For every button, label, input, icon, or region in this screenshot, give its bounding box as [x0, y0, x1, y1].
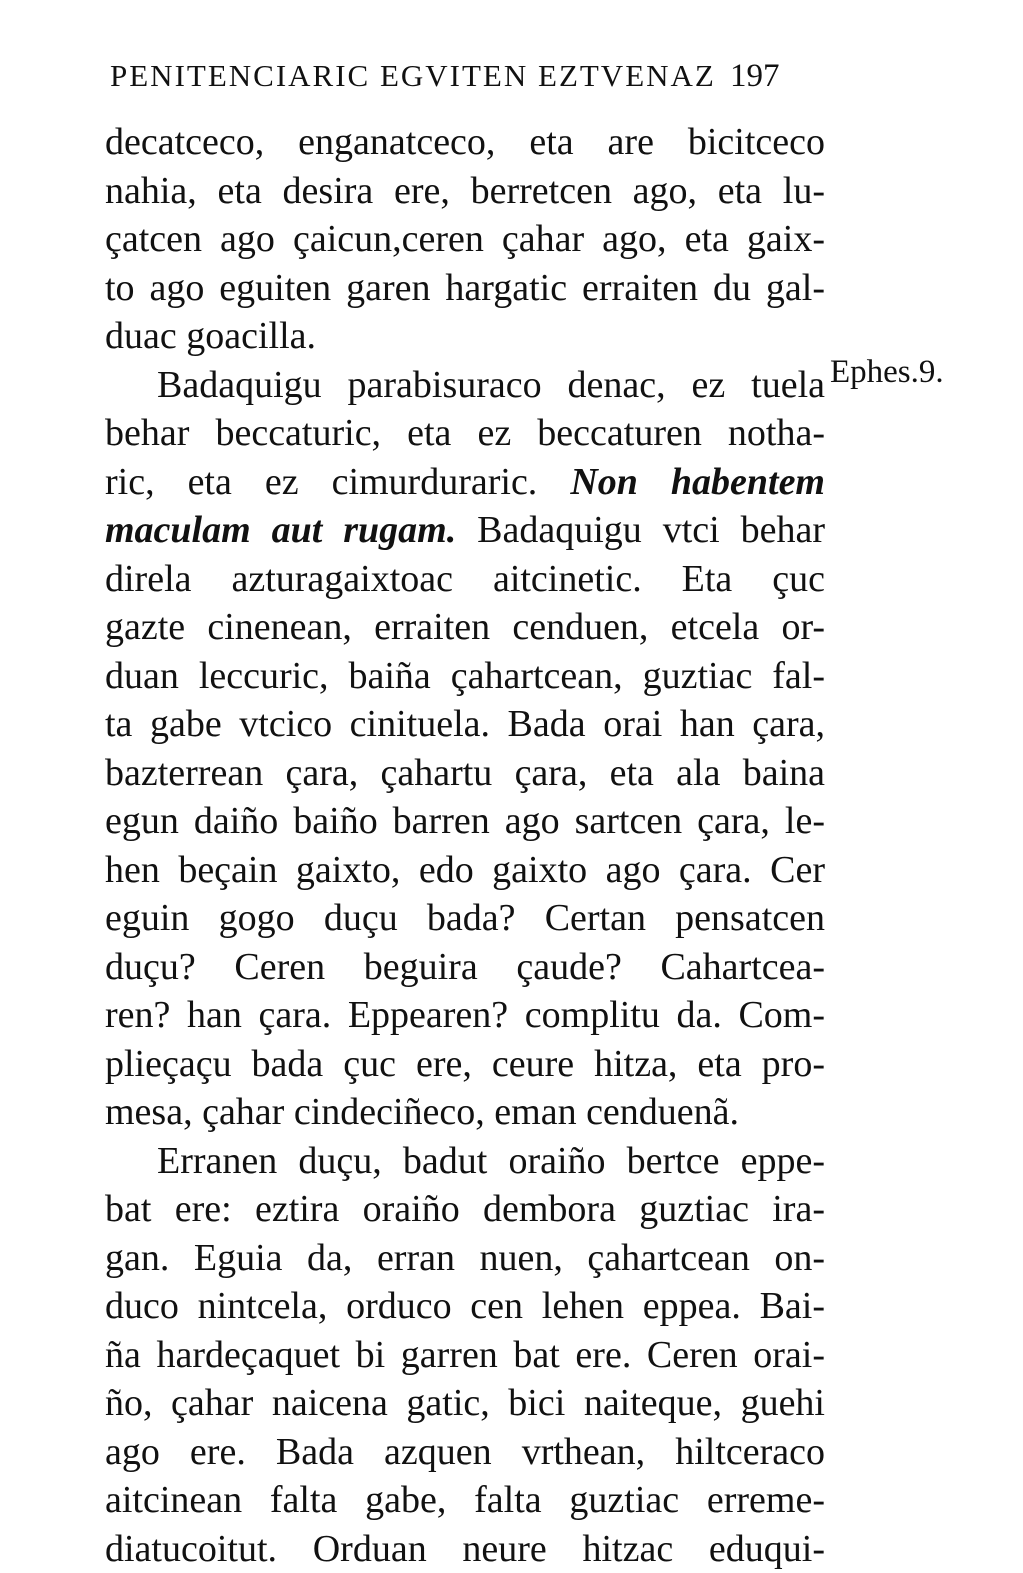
line-text: nahia, eta desira ere, berretcen ago, eta lu-: [105, 170, 825, 212]
text-line: [105, 167, 825, 216]
line-text: aitcinean falta gabe, falta guztiac erreme-: [105, 1479, 825, 1521]
text-line: [105, 943, 825, 992]
text-line: [105, 1282, 825, 1331]
line-text: behar beccaturic, eta ez beccaturen notha-: [105, 412, 825, 454]
line-text: Badaquigu parabisuraco denac, ez tuela: [157, 364, 825, 406]
marginal-reference: Ephes.9.: [830, 354, 944, 391]
text-line: [105, 846, 825, 895]
text-line: [105, 264, 825, 313]
text-line: [105, 652, 825, 701]
line-text: ric, eta ez cimurduraric.: [105, 461, 537, 503]
line-text: duan leccuric, baiña çahartcean, guztiac fal-: [105, 655, 825, 697]
text-line: [105, 1525, 825, 1573]
text-line: [105, 118, 825, 167]
text-line: [105, 1379, 825, 1428]
text-line: [105, 1088, 825, 1137]
page-number: 197: [730, 58, 780, 95]
text-line: [105, 1331, 825, 1380]
text-line: [105, 1185, 825, 1234]
line-text: Badaquigu vtci behar: [477, 509, 825, 551]
line-text: mesa, çahar cindeciñeco, eman cenduenã.: [105, 1091, 739, 1133]
latin-quotation: maculam aut rugam.: [105, 509, 456, 551]
text-line: [105, 700, 825, 749]
text-line: [105, 506, 825, 555]
text-line: [105, 1428, 825, 1477]
line-text: bat ere: eztira oraiño dembora guztiac ira-: [105, 1188, 825, 1230]
line-text: Erranen duçu, badut oraiño bertce eppe-: [157, 1140, 825, 1182]
line-text: plieçaçu bada çuc ere, ceure hitza, eta pro-: [105, 1043, 825, 1085]
text-line: [105, 409, 825, 458]
line-text: to ago eguiten garen hargatic erraiten du gal-: [105, 267, 825, 309]
line-text: duac goacilla.: [105, 315, 316, 357]
line-text: gazte cinenean, erraiten cenduen, etcela or-: [105, 606, 825, 648]
line-text: ño, çahar naicena gatic, bici naiteque, guehi: [105, 1382, 825, 1424]
text-line: [105, 894, 825, 943]
line-text: decatceco, enganatceco, eta are bicitceco: [105, 121, 825, 163]
line-text: çatcen ago çaicun,ceren çahar ago, eta gaix-: [105, 218, 825, 260]
line-text: ta gabe vtcico cinituela. Bada orai han çara,: [105, 703, 825, 745]
text-line: [105, 1476, 825, 1525]
text-line: [105, 215, 825, 264]
latin-quotation: Non habentem: [570, 461, 825, 503]
line-text: ña hardeçaquet bi garren bat ere. Ceren orai-: [105, 1334, 825, 1376]
line-text: egun daiño baiño barren ago sartcen çara, le-: [105, 800, 825, 842]
text-line: [105, 603, 825, 652]
text-line: [105, 1137, 825, 1186]
line-text: ago ere. Bada azquen vrthean, hiltceraco: [105, 1431, 825, 1473]
text-line: [105, 1234, 825, 1283]
line-text: diatucoitut. Orduan neure hitzac eduqui-: [105, 1528, 825, 1570]
text-line: [105, 312, 825, 361]
running-head: [110, 58, 810, 98]
line-text: hen beçain gaixto, edo gaixto ago çara. Cer: [105, 849, 825, 891]
running-head-title: PENITENCIARIC EGVITEN EZTVENAZ: [110, 58, 716, 93]
text-line: [105, 991, 825, 1040]
line-text: duçu? Ceren beguira çaude? Cahartcea-: [105, 946, 825, 988]
text-line: [105, 749, 825, 798]
line-text: ren? han çara. Eppearen? complitu da. Com-: [105, 994, 825, 1036]
text-line: [105, 555, 825, 604]
line-text: eguin gogo duçu bada? Certan pensatcen: [105, 897, 825, 939]
line-text: direla azturagaixtoac aitcinetic. Eta çuc: [105, 558, 825, 600]
text-line: [105, 1040, 825, 1089]
line-text: bazterrean çara, çahartu çara, eta ala baina: [105, 752, 825, 794]
text-line: [105, 458, 825, 507]
line-text: duco nintcela, orduco cen lehen eppea. Bai-: [105, 1285, 825, 1327]
text-line: [105, 361, 825, 410]
text-line: [105, 797, 825, 846]
body-text: [105, 118, 825, 1573]
line-text: gan. Eguia da, erran nuen, çahartcean on-: [105, 1237, 825, 1279]
